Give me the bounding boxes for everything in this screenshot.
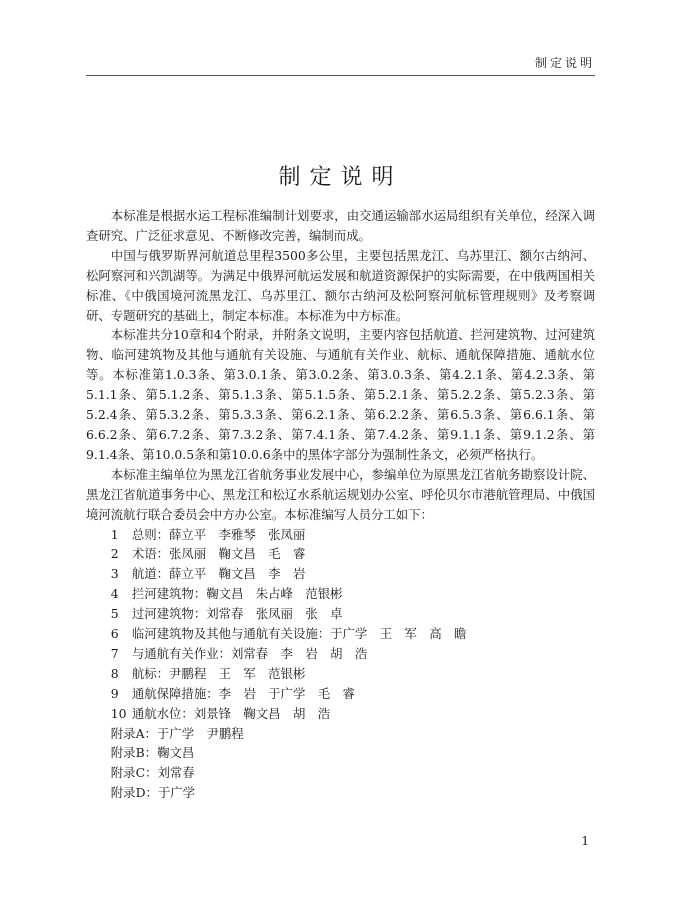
- appendix-item: 附录D：于广学: [110, 785, 196, 801]
- appendix-item: 附录C：刘常春: [110, 765, 195, 781]
- page-title: 制定说明: [278, 165, 403, 190]
- appendix-item: 附录B：鞠文昌: [110, 745, 195, 761]
- running-header: 制定说明: [534, 56, 595, 70]
- list-item: 8 航标：尹鹏程 王 军 范银彬: [110, 665, 306, 681]
- list-item: 3 航道：薛立平 鞠文昌 李 岩: [110, 566, 306, 582]
- list-item: 9 通航保障措施：李 岩 于广学 毛 睿: [110, 685, 355, 701]
- paragraph-intro: 本标准是根据水运工程标准编制计划要求，由交通运输部水运局组织有关单位，经深入调查研究、广泛征求意见、不断修改完善，编制而成。: [86, 208, 595, 243]
- list-item: 4 拦河建筑物：鞠文昌 朱占峰 范银彬: [110, 586, 343, 602]
- body-text: [86, 206, 595, 803]
- page-number: 1: [581, 834, 589, 848]
- list-item: 6 临河建筑物及其他与通航有关设施：于广学 王 军 高 瞻: [110, 626, 467, 642]
- paragraph-authors: 本标准主编单位为黑龙江省航务事业发展中心，参编单位为原黑龙江省航务勘察设计院、黑龙江省航道事务中心、黑龙江和松辽水系航运规划办公室、呼伦贝尔市港航管理局、中俄国境河流航行联合委员会中方办公室。本标准编写人员分工如下：: [86, 466, 595, 522]
- staff-assignment-list: [86, 525, 595, 804]
- paragraph-contents: 本标准共分10章和4个附录，并附条文说明，主要内容包括航道、拦河建筑物、过河建筑物、临河建筑物及其他与通航有关设施、与通航有关作业、航标、通航保障措施、通航水位等。本标准第1.0.3条、第3.0.1条、第3.0.2条、第3.0.3条、第4.2.1条、第4.2.3条、第5.1.1条、第5.1.2条、第5.1.3条、第5.1.5条、第5.2.1条、第5.2.2条、第5.2.3条、第5.2.4条、第5.3.2条、第5.3.3条、第6.2.1条、第6.2.2条、第6.5.3条、第6.6.1条、第6.6.2条、第6.7.2条、第7.3.2条、第7.4.1条、第7.4.2条、第9.1.1条、第9.1.2条、第9.1.4条、第10.0.5条和第10.0.6条中的黑体字部分为强制性条文，必须严格执行。: [86, 327, 595, 462]
- list-item: 2 术语：张凤丽 鞠文昌 毛 睿: [110, 546, 306, 562]
- list-item: 7 与通航有关作业：刘常春 李 岩 胡 浩: [110, 645, 368, 661]
- list-item: 10 通航水位：刘景锋 鞠文昌 胡 浩: [110, 705, 331, 721]
- paragraph-background: 中国与俄罗斯界河航道总里程3500多公里，主要包括黑龙江、乌苏里江、额尔古纳河、松阿察河和兴凯湖等。为满足中俄界河航运发展和航道资源保护的实际需要，在中俄两国相关标准、《中俄国境河流黑龙江、乌苏里江、额尔古纳河及松阿察河航标管理规则》及考察调研、专题研究的基础上，制定本标准。本标准为中方标准。: [86, 247, 595, 323]
- list-item: 5 过河建筑物：刘常春 张凤丽 张 卓: [110, 606, 343, 622]
- header-rule: [86, 75, 595, 76]
- appendix-item: 附录A：于广学 尹鹏程: [110, 725, 244, 741]
- list-item: 1 总则：薛立平 李雅琴 张凤丽: [110, 526, 306, 542]
